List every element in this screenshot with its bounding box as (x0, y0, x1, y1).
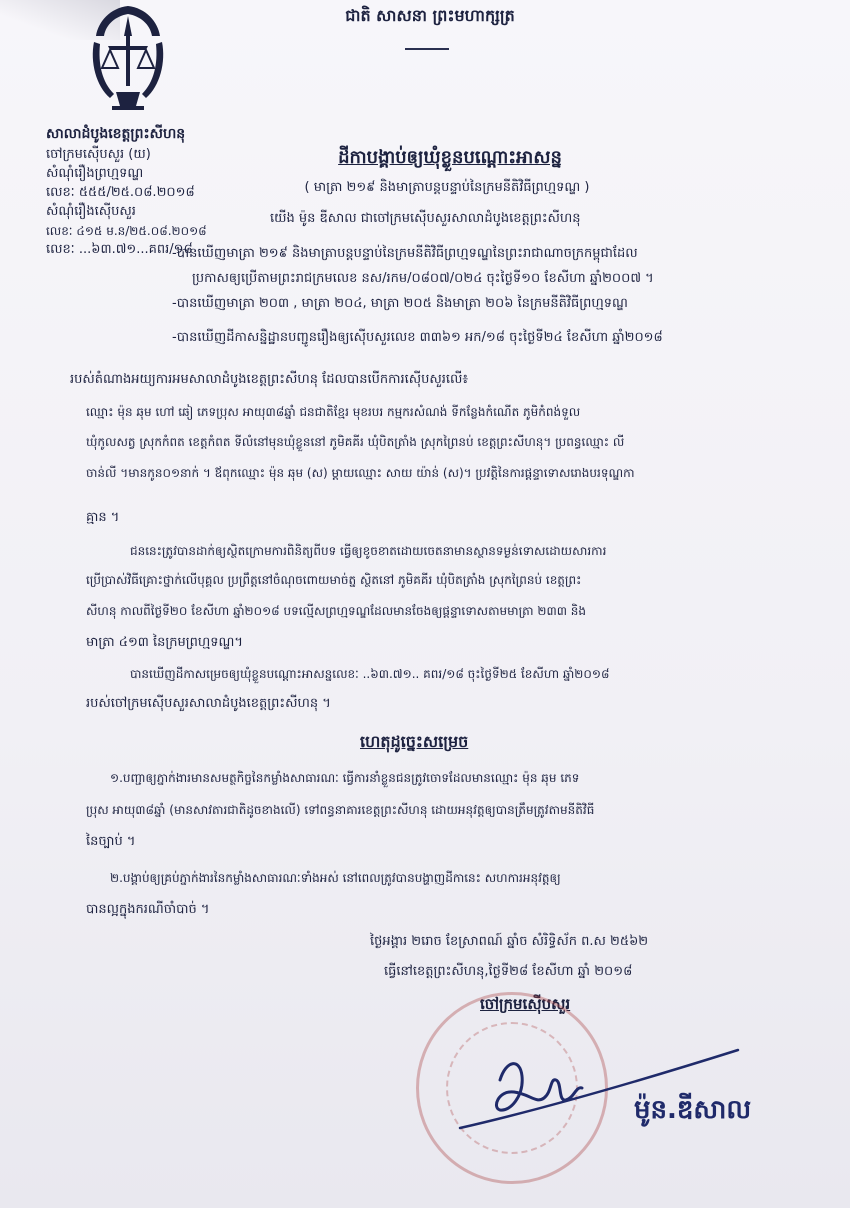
issue-date-place: ធ្វើនៅខេត្តព្រះសីហនុ,ថ្ងៃទី២៨ ខែសីហា ឆ្នាំ ២០១៨ (384, 964, 633, 979)
court-emblem-icon (88, 2, 168, 120)
order-line: ២.បង្គាប់ឲ្យគ្រប់ភ្នាក់ងារនៃកម្លាំងសាធារណៈទាំងអស់ នៅពេលត្រូវបានបង្ហាញដីកានេះ សហការអនុវត្តឲ្យ (110, 871, 561, 885)
charge-line: មាត្រា ៤១៣ នៃក្រមព្រហ្មទណ្ឌ។ (86, 635, 243, 650)
judge-line: យើង ម៉ូន ឌីសាល ជាចៅក្រមស៊ើបសួរសាលាដំបូងខេត្តព្រះសីហនុ (270, 211, 581, 226)
defendant-line: ឈ្មោះ ម៉ុន ឆុម ហៅ ឆៀ ភេទប្រុស អាយុ៣៨ឆ្នាំ ជនជាតិខ្មែរ មុខរបរ កម្មករសំណង់ ទីកន្លែងកំណើត ភូមិកំពង់ទួល (86, 405, 581, 419)
order-line: បានល្អក្នុងករណីចាំបាច់ ។ (86, 902, 210, 917)
signer-name: ម៉ូន.ឌីសាល (634, 1095, 752, 1125)
signature-icon (440, 1040, 740, 1140)
charge-line: សីហនុ កាលពីថ្ងៃទី២០ ខែសីហា ឆ្នាំ២០១៨ បទល្មើសព្រហ្មទណ្ឌដែលមានចែងឲ្យផ្ដន្ទាទោសតាមមាត្រា ២៣៣ និង (86, 604, 587, 618)
document-title: ដីកាបង្គាប់ឲ្យឃុំខ្លួនបណ្ដោះអាសន្ន (338, 147, 562, 168)
body-line: -បានឃើញមាត្រា ២០៣ , មាត្រា ២០៤, មាត្រា ២០៥ និងមាត្រា ២០៦ នៃក្រមនីតិវិធីព្រហ្មទណ្ឌ (172, 296, 628, 311)
header-line: សំណុំរឿងស៊ើបសួរ (46, 204, 136, 219)
order-line: នៃច្បាប់ ។ (86, 834, 136, 849)
body-line: របស់តំណាងអយ្យការអមសាលាដំបូងខេត្តព្រះសីហនុ ដែលបានបើកការស៊ើបសួរលើ៖ (70, 372, 469, 387)
header-line: លេខៈ ...៦៣.៧១...គពរ/១៨ (46, 242, 193, 257)
charge-line: ជននេះត្រូវបានដាក់ឲ្យស្ថិតក្រោមការពិនិត្យពីបទ ធ្វើឲ្យខូចខាតដោយចេតនាមានស្ថានទម្ងន់ទោសដោយសារការ (130, 544, 607, 558)
defendant-line: គ្មាន ។ (86, 510, 120, 525)
charge-line: ប្រើប្រាស់វិធីគ្រោះថ្នាក់លើបុគ្គល ប្រព្រឹត្តនៅចំណុចពោយមាច់ត្ន ស្ថិតនៅ ភូមិគគីរ ឃុំបិតត្រាំង ស្រុកព្រៃនប់ ខេត្តព្រះ (86, 573, 582, 587)
motto-divider (405, 48, 449, 50)
header-line: សំណុំរឿងព្រហ្មទណ្ឌ (46, 166, 144, 181)
header-line: ចៅក្រមស៊ើបសួរ (យ) (46, 147, 151, 162)
signer-title: ចៅក្រមស៊ើបសួរ (480, 995, 571, 1013)
order-ref-line: បានឃើញដីកាសម្រេចឲ្យឃុំខ្លួនបណ្ដោះអាសន្នលេខៈ ..៦៣.៧១.. គពរ/១៨ ចុះថ្ងៃទី២៥ ខែសីហា ឆ្នាំ២០១៨ (130, 667, 610, 681)
defendant-line: ចាន់លី ។មានកូន០១នាក់ ។ ឪពុកឈ្មោះ ម៉ុន ឆុម (ស) ម្ដាយឈ្មោះ សាយ យ៉ាន់ (ស)។ ប្រវត្តិនៃការផ្ដន្ទាទោសរោងបរទុណ្ឌកា (86, 466, 635, 480)
body-line: -បានឃើញដីកាសន្និដ្ឋានបញ្ជូនរឿងឲ្យស៊ើបសួរលេខ ៣៣៦១ អក/១៨ ចុះថ្ងៃទី២៤ ខែសីហា ឆ្នាំ២០១៨ (172, 330, 663, 345)
court-name: សាលាដំបូងខេត្តព្រះសីហនុ (46, 126, 186, 142)
body-line: -បានឃើញមាត្រា ២១៩ និងមាត្រាបន្តបន្ទាប់នៃក្រមនីតិវិធីព្រហ្មទណ្ឌនៃព្រះរាជាណាចក្រកម្ពុជាដែល (172, 246, 638, 261)
defendant-line: ឃុំកូលសត្វ ស្រុកកំពត ខេត្តកំពត ទីលំនៅមុនឃុំខ្លួននៅ ភូមិគគីរ ឃុំបិតត្រាំង ស្រុកព្រៃនប់ ខេត្តព្រះសីហនុ។ ប្រពន្ធឈ្មោះ លី (86, 435, 625, 449)
national-motto: ជាតិ សាសនា ព្រះមហាក្សត្រ (345, 6, 515, 25)
lunar-date: ថ្ងៃអង្គារ ២រោច ខែស្រាពណ៍ ឆ្នាំច សំរិទ្ធិស័ក ព.ស ២៥៦២ (370, 934, 649, 949)
header-line: លេខៈ ៤១៥ ម.ន/២៥.០៨.២០១៨ (46, 224, 207, 238)
order-ref-line: របស់ចៅក្រមស៊ើបសួរសាលាដំបូងខេត្តព្រះសីហនុ ។ (86, 696, 331, 711)
section-heading: ហេតុដូច្នេះសម្រេច (360, 732, 469, 751)
order-line: ប្រុស អាយុ៣៨ឆ្នាំ (មានសាវតារជាតិដូចខាងលើ) ទៅពន្ធនាគារខេត្តព្រះសីហនុ ដោយអនុវត្តឲ្យបានត្រឹមត្រូវតាមនីតិវិធី (86, 803, 595, 817)
body-line: ប្រកាសឲ្យប្រើតាមព្រះរាជក្រមលេខ នស/រកម/០៨០៧/០២៤ ចុះថ្ងៃទី១០ ខែសីហា ឆ្នាំ២០០៧ ។ (192, 271, 654, 286)
order-line: ១.បញ្ជាឲ្យភ្នាក់ងារមានសមត្ថកិច្ចនៃកម្លាំងសាធារណៈ ធ្វើការនាំខ្លួនជនត្រូវចោទដែលមានឈ្មោះ ម៉ុន ឆុម ភេទ (110, 771, 580, 785)
document-subtitle: ( មាត្រា ២១៩ និងមាត្រាបន្តបន្ទាប់នៃក្រមនីតិវិធីព្រហ្មទណ្ឌ ) (304, 180, 590, 195)
header-line: លេខៈ ៥៥៥/២៥.០៨.២០១៨ (46, 185, 195, 200)
